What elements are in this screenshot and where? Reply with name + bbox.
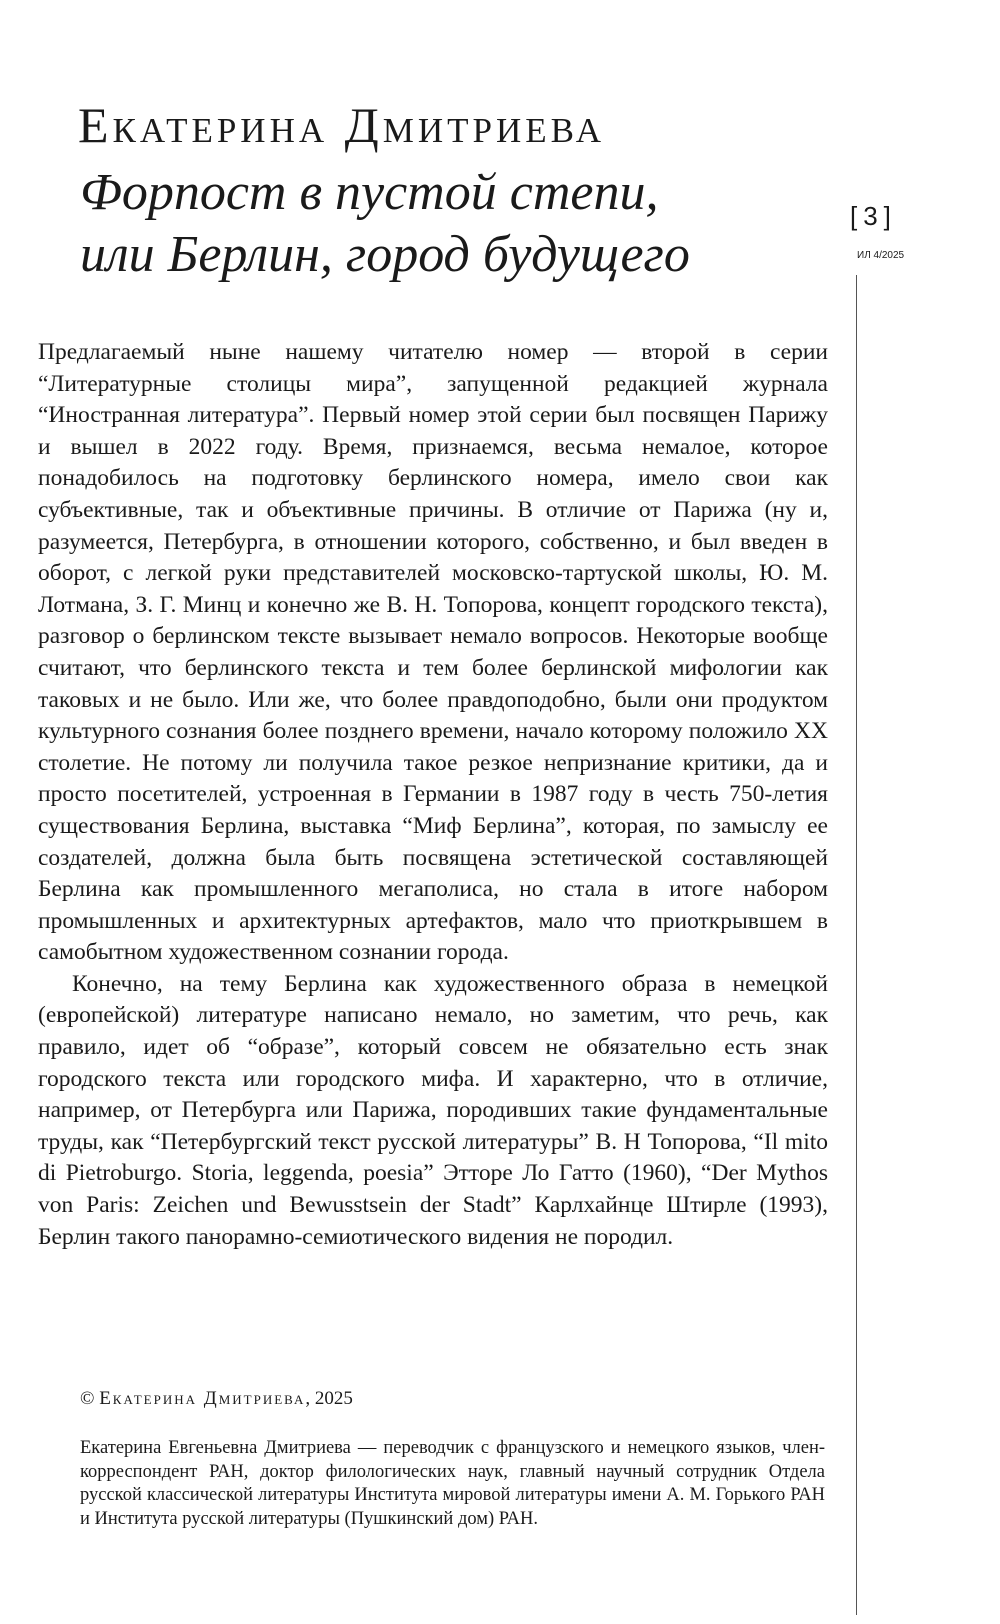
copyright-year: , 2025	[305, 1388, 353, 1409]
article-title	[80, 162, 800, 286]
author-name: Екатерина Дмитриева	[78, 97, 606, 153]
paragraph-1: Предлагаемый ныне нашему читателю номер — второй в серии “Литературные столицы мира”, запущенной редакцией журнала “Иностранная литература”. Первый номер этой серии был посвящен Парижу и вышел в 2022 году. Время, признаемся, весьма немалое, которое понадобилось на подготовку берлинского номера, имело свои как субъективные, так и объективные причины. В отличие от Парижа (ну и, разумеется, Петербурга, в отношении которого, собственно, и был введен в оборот, с легкой руки представителей московско-тартуской школы, Ю. М. Лотмана, З. Г. Минц и конечно же В. Н. Топорова, концепт городского текста), разговор о берлинском тексте вызывает немало вопросов. Некоторые вообще считают, что берлинского текста и тем более берлинской мифологии как таковых и не было. Или же, что более правдоподобно, были они продуктом культурного сознания более позднего времени, начало которому положило XX столетие. Не потому ли получила такое резкое непризнание критики, да и просто посетителей, устроенная в Германии в 1987 году в честь 750-летия существования Берлина, выставка “Миф Берлина”, которая, по замыслу ее создателей, должна была быть посвящена эстетической составляющей Берлина как промышленного мегаполиса, но стала в итоге набором промышленных и архитектурных артефактов, мало что приоткрывшем в самобытном художественном сознании города.	[38, 339, 828, 966]
article-body	[38, 337, 828, 1253]
paragraph-2: Конечно, на тему Берлина как художественного образа в немецкой (европейской) литературе написано немало, но заметим, что речь, как правило, идет об “образе”, который совсем не обязательно есть знак городского текста или городского мифа. И характерно, что в отличие, например, от Петербурга или Парижа, породивших такие фундаментальные труды, как “Петербургский текст русской литературы” В. Н Топорова, “Il mito di Pietroburgo. Storia, leggenda, poesia” Этторе Ло Гатто (1960), “Der Mythos von Paris: Zeichen und Bewusstsein der Stadt” Карлхайнце Штирле (1993), Берлин такого панорамно-семиотического видения не породил.	[38, 970, 828, 1250]
author-bio: Екатерина Евгеньевна Дмитриева — переводчик с французского и немецкого языков, член-корреспондент РАН, доктор филологических наук, главный научный сотрудник Отдела русской классической литературы Института мировой литературы имени А. М. Горького РАН и Института русской литературы (Пушкинский дом) РАН.	[80, 1438, 825, 1529]
title-line-1: Форпост в пустой степи,	[80, 164, 659, 221]
title-line-2: или Берлин, город будущего	[80, 226, 690, 283]
page-number: [3]	[850, 201, 897, 231]
copyright-symbol: ©	[80, 1388, 95, 1409]
copyright-line	[80, 1389, 780, 1408]
margin-rule	[856, 275, 857, 1615]
issue-label: ИЛ 4/2025	[857, 250, 905, 261]
copyright-name: Екатерина Дмитриева	[99, 1388, 306, 1409]
